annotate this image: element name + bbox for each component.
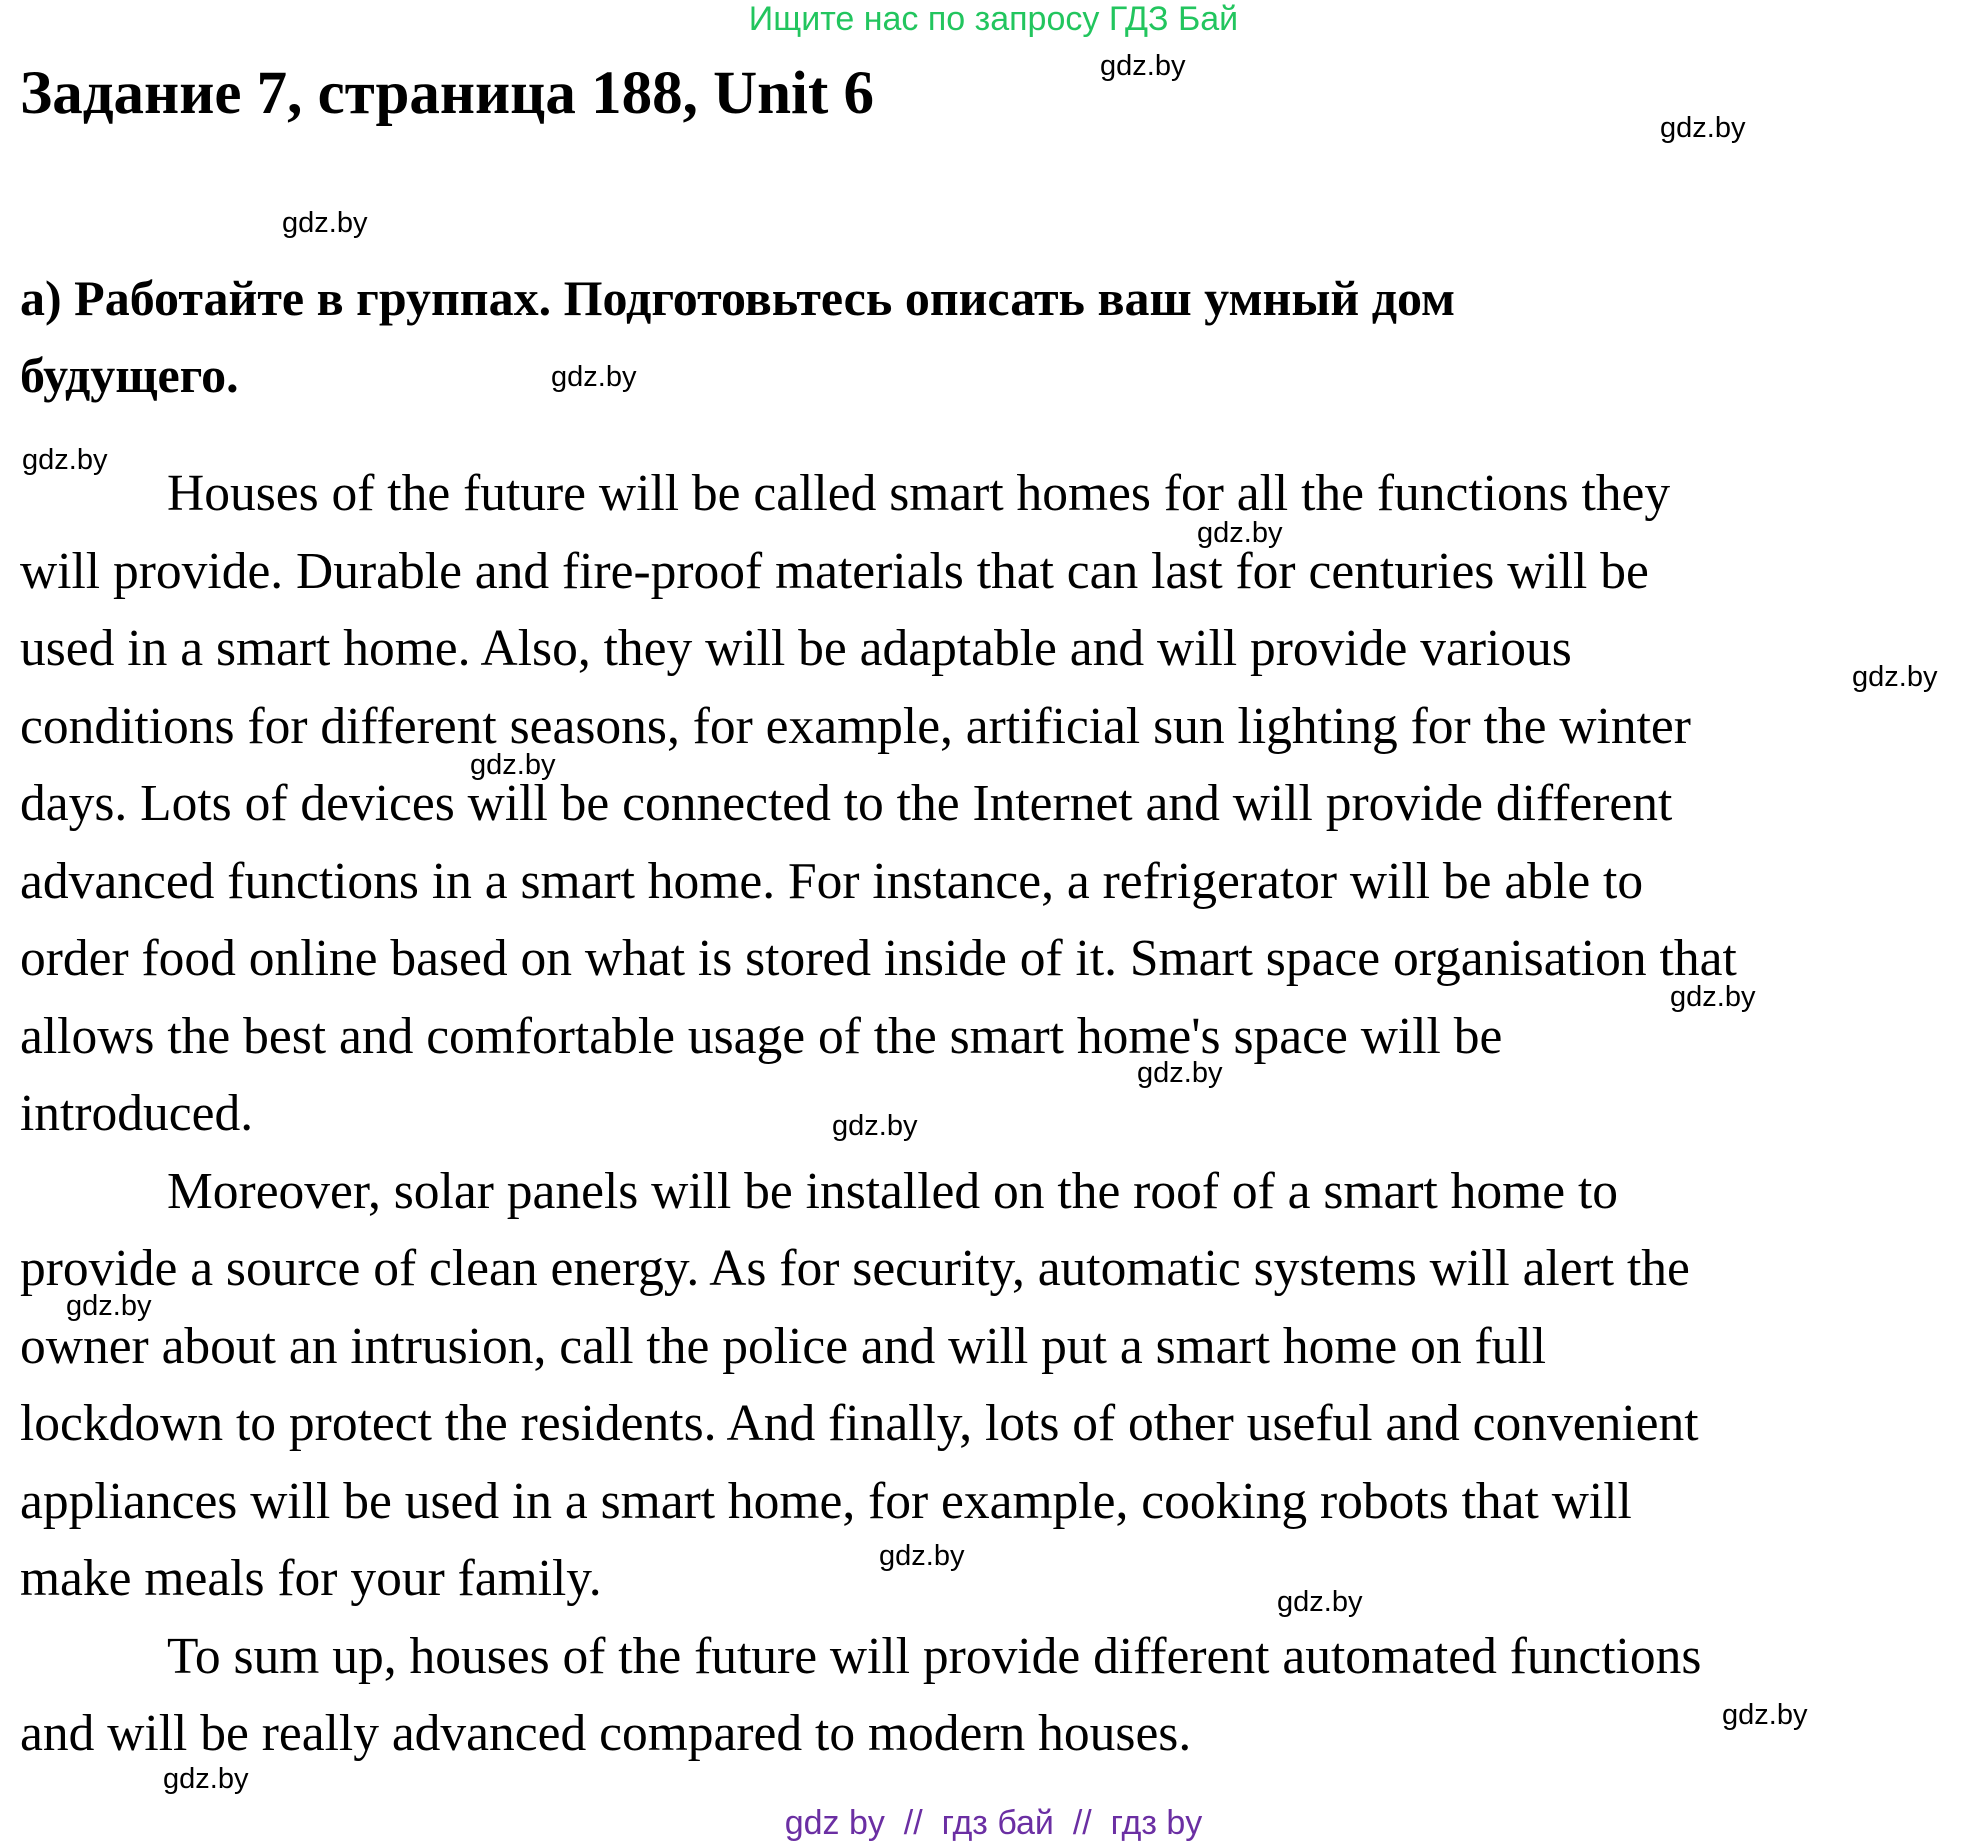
essay-line: provide a source of clean energy. As for security, automatic systems will alert the [20,1240,1690,1297]
essay-line: conditions for different seasons, for example, artificial sun lighting for the winter [20,697,1691,755]
watermark-label: gdz.by [1660,112,1746,144]
instruction-line: будущего. [20,347,239,403]
watermark-label: gdz.by [282,207,368,239]
search-promo-banner: Ищите нас по запросу ГДЗ Бай [748,0,1239,38]
essay-line: owner about an intrusion, call the police and will put a smart home on full [20,1317,1547,1375]
footer-links[interactable]: gdz by // гдз бай // гдз by [784,1804,1203,1842]
essay-line: Moreover, solar panels will be installed on the roof of a smart home to [167,1162,1619,1220]
watermark-label: gdz.by [1197,517,1283,549]
watermark-label: gdz.by [163,1763,249,1795]
essay-line: used in a smart home. Also, they will be adaptable and will provide various [20,620,1572,677]
watermark-label: gdz.by [879,1540,965,1572]
essay-line: will provide. Durable and fire-proof materials that can last for centuries will be [20,542,1649,600]
watermark-label: gdz.by [832,1110,918,1142]
page-title: Задание 7, страница 188, Unit 6 [20,60,875,127]
watermark-label: gdz.by [1277,1586,1363,1618]
instruction-line: а) Работайте в группах. Подготовьтесь описать ваш умный дом [20,270,1456,326]
essay-line: To sum up, houses of the future will provide different automated functions [167,1627,1702,1685]
watermark-label: gdz.by [1137,1057,1223,1089]
essay-line: allows the best and comfortable usage of the smart home's space will be [20,1007,1503,1065]
essay-line: and will be really advanced compared to modern houses. [20,1705,1192,1762]
essay-line: introduced. [20,1085,254,1142]
answer-essay [20,455,1970,1773]
watermark-label: gdz.by [1670,981,1756,1013]
essay-line: advanced functions in a smart home. For instance, a refrigerator will be able to [20,852,1644,910]
essay-line: order food online based on what is stored inside of it. Smart space organisation that [20,930,1737,987]
essay-line: lockdown to protect the residents. And finally, lots of other useful and convenient [20,1395,1699,1452]
essay-line: days. Lots of devices will be connected to the Internet and will provide different [20,775,1673,832]
watermark-label: gdz.by [66,1290,152,1322]
watermark-label: gdz.by [551,361,637,393]
watermark-label: gdz.by [22,444,108,476]
task-instruction [20,260,1970,414]
essay-line: Houses of the future will be called smart homes for all the functions they [167,465,1671,522]
essay-line: appliances will be used in a smart home, for example, cooking robots that will [20,1472,1632,1530]
watermark-label: gdz.by [1722,1699,1808,1731]
essay-line: make meals for your family. [20,1550,602,1607]
watermark-label: gdz.by [1852,661,1938,693]
watermark-label: gdz.by [1100,50,1186,82]
watermark-label: gdz.by [470,749,556,781]
